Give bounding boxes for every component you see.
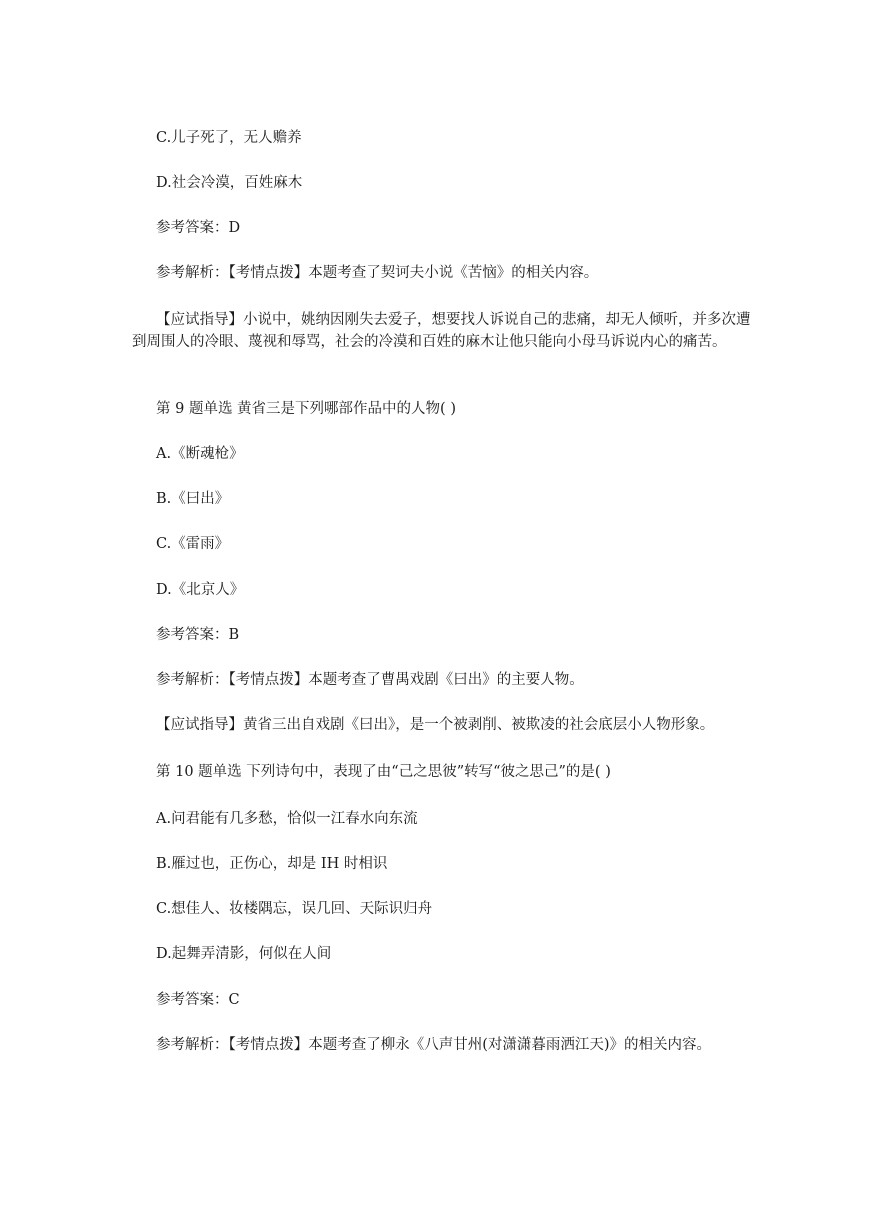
q9-option-c: C.《雷雨》 — [156, 536, 230, 552]
q10-option-a: A.问君能有几多愁，恰似一江春水向东流 — [156, 811, 418, 827]
q9-title: 第 9 题单选 黄省三是下列哪部作品中的人物( ) — [156, 401, 456, 417]
q10-title: 第 10 题单选 下列诗句中，表现了由“己之思彼”转写“彼之思己”的是( ) — [156, 764, 611, 780]
q9-option-b: B.《曰出》 — [156, 491, 230, 507]
q10-analysis: 参考解析：【考情点拨】本题考查了柳永《八声甘州(对潇潇暮雨洒江天)》的相关内容。 — [156, 1037, 712, 1053]
q8-option-d: D.社会冷漠，百姓麻木 — [156, 175, 303, 191]
q8-guide: 【应试指导】小说中，姚纳因刚失去爱子，想要找人诉说自己的悲痛，却无人倾听，并多次遭到周围人的冷眼、蔑视和辱骂，社会的冷漠和百姓的麻木让他只能向小母马诉说内心的痛苦。 — [132, 312, 751, 350]
q9-analysis: 参考解析：【考情点拨】本题考查了曹禺戏剧《曰出》的主要人物。 — [156, 672, 584, 688]
q10-option-d: D.起舞弄清影，何似在人间 — [156, 946, 332, 962]
q9-answer: 参考答案：B — [156, 627, 240, 643]
q9-option-d: D.《北京人》 — [156, 582, 245, 598]
q9-guide: 【应试指导】黄省三出自戏剧《曰出》，是一个被剥削、被欺凌的社会底层小人物形象。 — [156, 717, 715, 733]
q8-analysis: 参考解析：【考情点拨】本题考查了契诃夫小说《苦恼》的相关内容。 — [156, 265, 599, 281]
q8-option-c: C.儿子死了，无人赡养 — [156, 130, 302, 146]
q10-answer: 参考答案：C — [156, 992, 240, 1008]
q10-option-b: B.雁过也，正伤心，却是 IH 时相识 — [156, 856, 388, 872]
q10-option-c: C.想佳人、妆楼隅忘，误几回、天际识归舟 — [156, 901, 433, 917]
q9-option-a: A.《断魂枪》 — [156, 446, 244, 462]
q8-answer: 参考答案：D — [156, 220, 241, 236]
